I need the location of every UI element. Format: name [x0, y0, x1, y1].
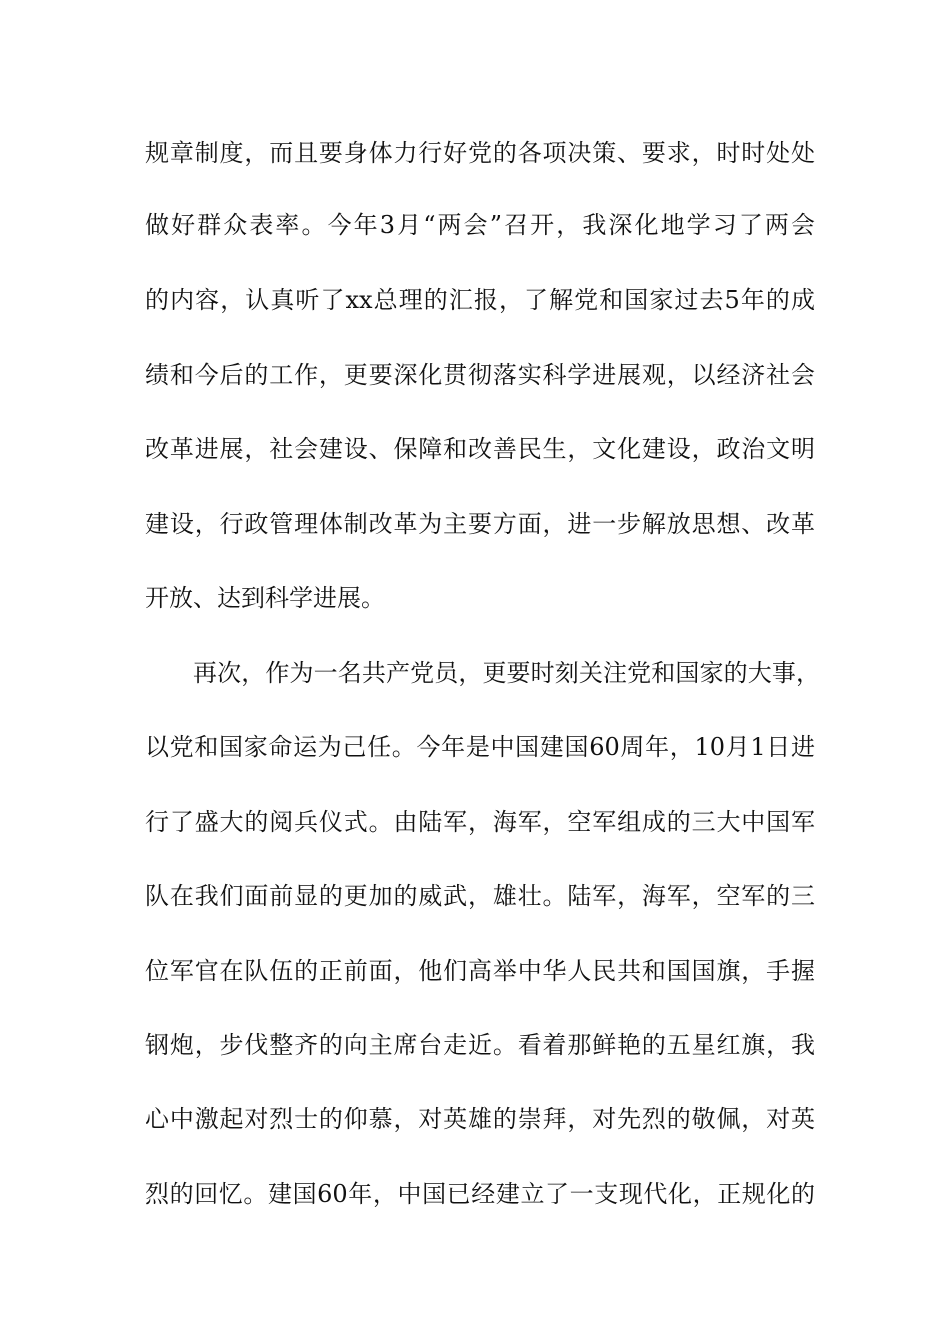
paragraph-line: 做好群众表率。今年3月“两会”召开，我深化地学习了两会 [145, 211, 815, 239]
paragraph-line: 行了盛大的阅兵仪式。由陆军，海军，空军组成的三大中国军 [145, 808, 815, 836]
paragraph-line: 绩和今后的工作，更要深化贯彻落实科学进展观，以经济社会 [145, 361, 815, 389]
paragraph-line: 以党和国家命运为己任。今年是中国建国60周年，10月1日进 [145, 733, 815, 761]
paragraph-line: 烈的回忆。建国60年，中国已经建立了一支现代化，正规化的 [145, 1180, 815, 1208]
paragraph-line: 开放、达到科学进展。 [145, 584, 385, 612]
paragraph-line: 建设，行政管理体制改革为主要方面，进一步解放思想、改革 [145, 510, 815, 538]
paragraph-line: 队在我们面前显的更加的威武，雄壮。陆军，海军，空军的三 [145, 882, 815, 910]
paragraph-line: 改革进展，社会建设、保障和改善民生，文化建设，政治文明 [145, 435, 815, 463]
paragraph-line: 钢炮，步伐整齐的向主席台走近。看着那鲜艳的五星红旗，我 [145, 1031, 815, 1059]
paragraph-line: 规章制度，而且要身体力行好党的各项决策、要求，时时处处 [145, 139, 815, 167]
paragraph-line: 心中激起对烈士的仰慕，对英雄的崇拜，对先烈的敬佩，对英 [145, 1105, 815, 1133]
paragraph-line: 位军官在队伍的正前面，他们高举中华人民共和国国旗，手握 [145, 957, 815, 985]
paragraph-first-line: 再次，作为一名共产党员，更要时刻关注党和国家的大事， [193, 659, 820, 687]
paragraph-line: 的内容，认真听了xx总理的汇报，了解党和国家过去5年的成 [145, 286, 815, 314]
